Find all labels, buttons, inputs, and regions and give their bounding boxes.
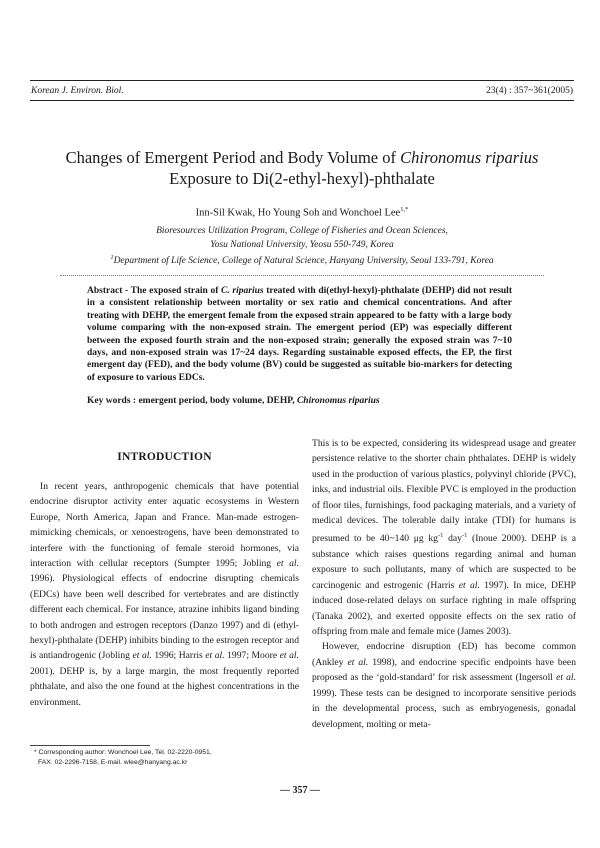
affiliation-2: $^1$Department of Life Science, College of Natural Science, Hanyang University, Seoul 133-791, Korea	[110, 254, 494, 267]
left-column	[30, 436, 299, 710]
affiliation-1a: Bioresources Utilization Program, College of Fisheries and Ocean Sciences,	[156, 226, 448, 236]
abstract-separator	[60, 275, 544, 276]
title-line-1: Changes of Emergent Period and Body Volume of Chironomus riparius	[65, 148, 539, 167]
header-top-rule	[30, 80, 574, 81]
keywords: Key words : emergent period, body volume, DEHP, Chironomus riparius	[87, 396, 380, 406]
affiliation-1b: Yosu National University, Yeosu 550-749, Korea	[210, 240, 394, 250]
intro-paragraph-1: In recent years, anthropogenic chemicals that have potential endocrine disruptor activity enter aquatic ecosystems in Western Europe, North America, Japan and France. Man-made estrogen-mimicking chemicals, or xenoestrogens, have been demonstrated to interfere with the functioning of female steroid hormones, via interaction with cellular receptors (Sumpter 1995; Jobling et al. 1996). Physiological effects of endocrine disrupting chemicals (EDCs) have been well described for vertebrates and are distinctly different each chemical. For instance, atrazine inhibits ligand binding to both androgen and estrogen receptors (Danzo 1997) and di (ethyl-hexyl)-phthalate (DEHP) inhibits binding to the estrogen receptor and is antiandrogenic (Jobling et al. 1996; Harris et al. 1997; Moore et al. 2001). DEHP is, by a large margin, the most frequently reported phthalate, and also the one found at the highest concentrations in the environment.	[30, 481, 299, 708]
corresponding-author-footnote: * Corresponding author: Wonchoel Lee, Tel. 02-2220-0951, FAX. 02-2296-7158, E-mail. wlee@hanyang.ac.kr	[34, 749, 212, 766]
page-number: — 357 —	[280, 785, 320, 796]
intro-paragraph-3: However, endocrine disruption (ED) has become common (Ankley et al. 1998), and endocrine specific endpoints have been proposed as the ‘gold-standard’ for risk assessment (Ingersoll et al. 1999). These tests can be designed to incorporate sensitive periods in the developmental process, such as embryogenesis, gonadal development, molting or meta-	[312, 641, 577, 730]
right-column	[312, 436, 576, 732]
abstract: Abstract - The exposed strain of C. riparius treated with di(ethyl-hexyl)-phthalate (DEHP) did not result in a consistent relationship between mortality or sex ratio and chemical concentrations. And after treating with DEHP, the emergent female from the exposed strain appeared to be fatty with a large body volume comparing with the non-exposed strain. The emergent period (EP) was especially different between the exposed fourth strain and the non-exposed strain; generally the exposed strain was 7~10 days, and non-exposed strain was 17~24 days. Regarding sustainable exposed effects, the EP, the first emergent day (FED), and the body volume (BV) could be suggested as suitable bio-markers for detecting of exposure to various EDCs.	[87, 286, 512, 383]
header-bottom-rule	[30, 100, 574, 101]
issue-citation: 23(4) : 357~361(2005)	[486, 86, 573, 96]
paper-title	[30, 147, 574, 189]
intro-paragraph-2: This is to be expected, considering its widespread usage and greater persistence relative to the shorter chain phthalates. DEHP is widely used in the production of various plastics, polyvinyl chloride (PVC), inks, and industrial oils. Flexible PVC is employed in the production of floor tiles, furnishings, food packaging materials, and a variety of medical devices. The tolerable daily intake (TDI) for humans is presumed to be 40~140 μg $kg^{-1}$ day$^{-1}$ (Inoue 2000). DEHP is a substance which raises questions regarding animal and human exposure to such pollutants, many of which are suspected to be carcinogenic and estrogenic (Harris et al. 1997). In mice, DEHP induced dose-related delays on surface righting in male offspring (Tanaka 2002), and exerted opposite effects on the sex ratio of offspring from male and female mice (James 2003).	[312, 438, 576, 638]
author-list: Inn-Sil Kwak, Ho Young Soh and Wonchoel Lee$^{1,*}$	[195, 206, 409, 219]
title-line-2: Exposure to Di(2-ethyl-hexyl)-phthalate	[169, 169, 435, 188]
journal-name: Korean J. Environ. Biol.	[31, 86, 124, 96]
section-heading-introduction: INTRODUCTION	[117, 451, 212, 463]
footnote-rule	[30, 745, 150, 746]
